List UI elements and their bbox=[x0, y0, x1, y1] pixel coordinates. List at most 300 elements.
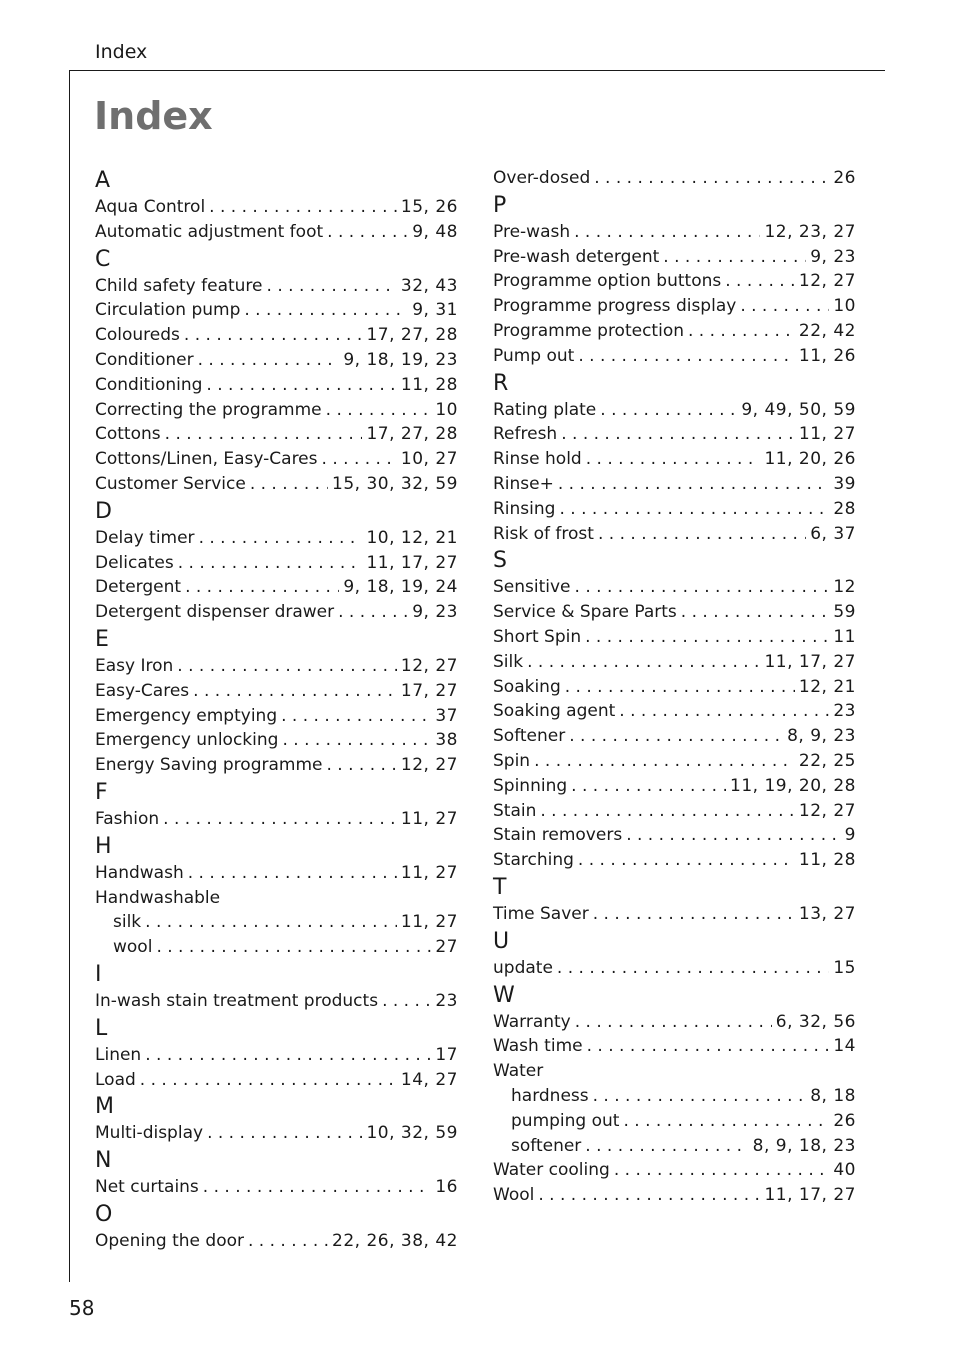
index-section bbox=[95, 1014, 458, 1093]
dot-leader bbox=[578, 344, 795, 369]
dot-leader bbox=[382, 989, 431, 1014]
dot-leader bbox=[534, 749, 795, 774]
index-entry bbox=[493, 344, 856, 369]
dot-leader bbox=[585, 625, 829, 650]
dot-leader bbox=[177, 654, 397, 679]
entry-term: Water bbox=[493, 1061, 544, 1082]
index-entry bbox=[493, 294, 856, 319]
dot-leader bbox=[569, 724, 783, 749]
entry-pages: 10, 32, 59 bbox=[366, 1123, 458, 1144]
index-entry bbox=[493, 422, 856, 447]
page-title: Index bbox=[94, 94, 213, 138]
index-section bbox=[95, 497, 458, 625]
entry-pages: 26 bbox=[833, 1110, 856, 1131]
entry-pages: 11, 27 bbox=[798, 424, 856, 445]
entry-term: Opening the door bbox=[95, 1230, 244, 1251]
index-section bbox=[95, 625, 458, 778]
entry-pages: 17, 27, 28 bbox=[366, 424, 458, 445]
entry-term: Sensitive bbox=[493, 577, 571, 598]
entry-pages: 11, 27 bbox=[400, 912, 458, 933]
entry-pages: 8, 18 bbox=[810, 1085, 856, 1106]
entry-pages: 40 bbox=[833, 1160, 856, 1181]
entry-term: Programme protection bbox=[493, 320, 684, 341]
index-entry bbox=[493, 848, 856, 873]
entry-term: pumping out bbox=[511, 1110, 620, 1131]
index-entry bbox=[493, 902, 856, 927]
dot-leader bbox=[250, 472, 328, 497]
entry-pages: 23 bbox=[435, 990, 458, 1011]
index-section bbox=[95, 1200, 458, 1254]
page-number: 58 bbox=[69, 1296, 95, 1320]
entry-pages: 12, 27 bbox=[400, 655, 458, 676]
index-entry bbox=[493, 398, 856, 423]
entry-term: Automatic adjustment foot bbox=[95, 221, 324, 242]
entry-pages: 23 bbox=[833, 701, 856, 722]
entry-term: silk bbox=[113, 912, 142, 933]
dot-leader bbox=[326, 753, 396, 778]
dot-leader bbox=[207, 1121, 362, 1146]
index-entry bbox=[95, 1043, 458, 1068]
entry-pages: 27 bbox=[435, 937, 458, 958]
entry-term: Multi-display bbox=[95, 1123, 204, 1144]
index-entry bbox=[493, 600, 856, 625]
index-subentry bbox=[493, 1084, 856, 1109]
entry-term: Spin bbox=[493, 750, 531, 771]
dot-leader bbox=[557, 956, 829, 981]
index-entry bbox=[95, 422, 458, 447]
index-entry bbox=[493, 956, 856, 981]
entry-term: Load bbox=[95, 1069, 136, 1090]
index-entry bbox=[95, 600, 458, 625]
entry-pages: 17, 27, 28 bbox=[366, 325, 458, 346]
index-entry bbox=[493, 220, 856, 245]
index-entry bbox=[493, 245, 856, 270]
index-section bbox=[493, 873, 856, 927]
entry-term: Pre-wash bbox=[493, 221, 571, 242]
entry-term: Programme progress display bbox=[493, 296, 737, 317]
entry-pages: 11, 20, 26 bbox=[764, 449, 856, 470]
entry-pages: 17 bbox=[435, 1044, 458, 1065]
running-head: Index bbox=[95, 41, 148, 63]
dot-leader bbox=[338, 600, 408, 625]
index-section bbox=[493, 191, 856, 369]
header-rule bbox=[69, 70, 885, 71]
section-letter: M bbox=[95, 1094, 114, 1120]
index-entry bbox=[95, 753, 458, 778]
entry-term: Rinse+ bbox=[493, 473, 554, 494]
entry-term: Coloureds bbox=[95, 325, 180, 346]
entry-term: Energy Saving programme bbox=[95, 755, 323, 776]
index-entry bbox=[95, 274, 458, 299]
index-entry bbox=[95, 989, 458, 1014]
entry-pages: 9, 49, 50, 59 bbox=[741, 399, 856, 420]
entry-term: Wash time bbox=[493, 1036, 583, 1057]
dot-leader bbox=[559, 497, 829, 522]
entry-pages: 11 bbox=[833, 626, 856, 647]
dot-leader bbox=[326, 398, 432, 423]
entry-pages: 8, 9, 18, 23 bbox=[752, 1135, 856, 1156]
entry-term: Delicates bbox=[95, 552, 174, 573]
dot-leader bbox=[282, 728, 431, 753]
dot-leader bbox=[587, 1034, 830, 1059]
dot-leader bbox=[561, 422, 795, 447]
section-letter: D bbox=[95, 498, 112, 524]
section-letter: T bbox=[493, 874, 507, 900]
dot-leader bbox=[594, 166, 829, 191]
dot-leader bbox=[156, 935, 431, 960]
dot-leader bbox=[145, 1043, 431, 1068]
entry-pages: 28 bbox=[833, 498, 856, 519]
index-section bbox=[95, 1146, 458, 1200]
section-letter: R bbox=[493, 370, 509, 396]
entry-term: Soaking bbox=[493, 676, 561, 697]
index-entry bbox=[95, 679, 458, 704]
index-entry bbox=[95, 886, 458, 911]
dot-leader bbox=[740, 294, 829, 319]
index-entry bbox=[493, 799, 856, 824]
index-column-right bbox=[493, 166, 856, 1208]
index-entry bbox=[95, 551, 458, 576]
entry-term: Handwash bbox=[95, 862, 184, 883]
index-entry bbox=[95, 807, 458, 832]
entry-term: Programme option buttons bbox=[493, 271, 722, 292]
entry-term: Linen bbox=[95, 1044, 142, 1065]
entry-pages: 13, 27 bbox=[798, 903, 856, 924]
entry-pages: 9, 18, 19, 24 bbox=[343, 577, 458, 598]
entry-pages: 16 bbox=[435, 1177, 458, 1198]
entry-pages: 26 bbox=[833, 168, 856, 188]
index-subentry bbox=[95, 910, 458, 935]
index-entry bbox=[493, 319, 856, 344]
entry-term: Aqua Control bbox=[95, 197, 206, 217]
dot-leader bbox=[623, 1109, 829, 1134]
index-entry bbox=[95, 373, 458, 398]
entry-term: hardness bbox=[511, 1085, 589, 1106]
dot-leader bbox=[558, 472, 829, 497]
section-letter: S bbox=[493, 548, 507, 574]
entry-term: softener bbox=[511, 1135, 582, 1156]
index-entry bbox=[95, 654, 458, 679]
entry-pages: 15, 30, 32, 59 bbox=[332, 473, 458, 494]
entry-pages: 11, 28 bbox=[798, 850, 856, 871]
index-entry bbox=[493, 724, 856, 749]
dot-leader bbox=[565, 675, 795, 700]
dot-leader bbox=[145, 910, 397, 935]
index-entry bbox=[493, 1158, 856, 1183]
index-section bbox=[493, 546, 856, 873]
dot-leader bbox=[244, 298, 408, 323]
entry-term: update bbox=[493, 957, 553, 978]
index-entry bbox=[95, 298, 458, 323]
section-letter: A bbox=[95, 168, 111, 193]
dot-leader bbox=[193, 679, 397, 704]
entry-term: Wool bbox=[493, 1185, 535, 1206]
dot-leader bbox=[619, 699, 829, 724]
dot-leader bbox=[593, 902, 795, 927]
index-section bbox=[95, 960, 458, 1014]
index-entry bbox=[493, 650, 856, 675]
dot-leader bbox=[248, 1229, 328, 1254]
entry-term: Service & Spare Parts bbox=[493, 602, 677, 623]
index-section bbox=[95, 245, 458, 497]
entry-term: Softener bbox=[493, 726, 566, 747]
entry-pages: 14 bbox=[833, 1036, 856, 1057]
entry-pages: 12, 21 bbox=[798, 676, 856, 697]
entry-term: Handwashable bbox=[95, 887, 221, 908]
index-entry bbox=[493, 625, 856, 650]
index-entry bbox=[493, 447, 856, 472]
dot-leader bbox=[178, 551, 363, 576]
entry-pages: 10 bbox=[833, 296, 856, 317]
dot-leader bbox=[199, 526, 363, 551]
entry-pages: 11, 17, 27 bbox=[764, 651, 856, 672]
entry-term: Starching bbox=[493, 850, 574, 871]
entry-term: Time Saver bbox=[493, 903, 589, 924]
entry-pages: 17, 27 bbox=[400, 680, 458, 701]
entry-term: In-wash stain treatment products bbox=[95, 990, 379, 1011]
entry-term: Fashion bbox=[95, 808, 160, 829]
entry-pages: 9, 48 bbox=[412, 221, 458, 242]
dot-leader bbox=[203, 1175, 432, 1200]
entry-term: Silk bbox=[493, 651, 524, 672]
index-entry bbox=[95, 575, 458, 600]
entry-term: Emergency emptying bbox=[95, 705, 278, 726]
entry-pages: 6, 37 bbox=[810, 523, 856, 544]
index-entry bbox=[493, 1034, 856, 1059]
index-subentry bbox=[493, 1109, 856, 1134]
dot-leader bbox=[600, 398, 737, 423]
index-entry bbox=[493, 1183, 856, 1208]
dot-leader bbox=[206, 373, 397, 398]
index-entry bbox=[95, 861, 458, 886]
index-entry bbox=[95, 195, 458, 220]
index-section bbox=[95, 778, 458, 832]
entry-term: Conditioning bbox=[95, 374, 203, 395]
index-section bbox=[493, 166, 856, 191]
dot-leader bbox=[575, 1010, 772, 1035]
entry-pages: 59 bbox=[833, 602, 856, 623]
entry-term: Net curtains bbox=[95, 1177, 199, 1198]
section-letter: U bbox=[493, 928, 510, 954]
dot-leader bbox=[188, 861, 397, 886]
section-letter: F bbox=[95, 779, 108, 805]
index-entry bbox=[95, 220, 458, 245]
entry-pages: 12, 27 bbox=[798, 800, 856, 821]
entry-pages: 9, 31 bbox=[412, 300, 458, 321]
dot-leader bbox=[527, 650, 760, 675]
dot-leader bbox=[538, 1183, 760, 1208]
index-entry bbox=[95, 1229, 458, 1254]
entry-pages: 11, 26 bbox=[798, 345, 856, 366]
entry-pages: 22, 25 bbox=[798, 750, 856, 771]
entry-term: wool bbox=[113, 937, 153, 958]
entry-pages: 11, 27 bbox=[400, 808, 458, 829]
entry-pages: 11, 27 bbox=[400, 862, 458, 883]
index-subentry bbox=[95, 935, 458, 960]
entry-term: Circulation pump bbox=[95, 300, 241, 321]
index-entry bbox=[493, 497, 856, 522]
entry-term: Cottons bbox=[95, 424, 161, 445]
section-letter: E bbox=[95, 626, 109, 652]
section-letter: W bbox=[493, 982, 515, 1008]
dot-leader bbox=[663, 245, 806, 270]
index-entry bbox=[493, 749, 856, 774]
dot-leader bbox=[198, 348, 340, 373]
dot-leader bbox=[614, 1158, 830, 1183]
index-entry bbox=[493, 1059, 856, 1084]
entry-term: Child safety feature bbox=[95, 275, 263, 296]
entry-pages: 12, 23, 27 bbox=[764, 221, 856, 242]
entry-pages: 10, 27 bbox=[400, 449, 458, 470]
index-entry bbox=[493, 472, 856, 497]
entry-pages: 12, 27 bbox=[400, 755, 458, 776]
dot-leader bbox=[586, 447, 761, 472]
entry-pages: 32, 43 bbox=[400, 275, 458, 296]
index-entry bbox=[95, 526, 458, 551]
index-entry bbox=[95, 1068, 458, 1093]
entry-pages: 12, 27 bbox=[798, 271, 856, 292]
index-entry bbox=[493, 166, 856, 191]
index-entry bbox=[95, 1121, 458, 1146]
dot-leader bbox=[593, 1084, 807, 1109]
dot-leader bbox=[578, 848, 795, 873]
dot-leader bbox=[185, 575, 339, 600]
entry-pages: 11, 17, 27 bbox=[366, 552, 458, 573]
entry-term: Over-dosed bbox=[493, 168, 591, 188]
index-entry bbox=[493, 774, 856, 799]
entry-term: Detergent bbox=[95, 577, 182, 598]
index-section bbox=[493, 369, 856, 547]
dot-leader bbox=[184, 323, 363, 348]
entry-pages: 9, 18, 19, 23 bbox=[343, 349, 458, 370]
dot-leader bbox=[281, 704, 431, 729]
entry-term: Risk of frost bbox=[493, 523, 594, 544]
entry-pages: 9 bbox=[844, 825, 856, 846]
entry-pages: 22, 42 bbox=[798, 320, 856, 341]
entry-pages: 8, 9, 23 bbox=[787, 726, 856, 747]
dot-leader bbox=[575, 575, 830, 600]
entry-pages: 39 bbox=[833, 473, 856, 494]
entry-term: Correcting the programme bbox=[95, 399, 322, 420]
index-entry bbox=[95, 472, 458, 497]
entry-pages: 12 bbox=[833, 577, 856, 598]
index-entry bbox=[95, 348, 458, 373]
entry-term: Short Spin bbox=[493, 626, 582, 647]
dot-leader bbox=[540, 799, 795, 824]
index-entry bbox=[493, 823, 856, 848]
index-entry bbox=[493, 269, 856, 294]
index-section bbox=[95, 1092, 458, 1146]
dot-leader bbox=[688, 319, 795, 344]
dot-leader bbox=[585, 1134, 748, 1159]
dot-leader bbox=[571, 774, 726, 799]
entry-term: Detergent dispenser drawer bbox=[95, 602, 335, 623]
dot-leader bbox=[681, 600, 830, 625]
index-section bbox=[493, 981, 856, 1208]
dot-leader bbox=[140, 1068, 397, 1093]
entry-pages: 9, 23 bbox=[412, 602, 458, 623]
dot-leader bbox=[626, 823, 840, 848]
index-entry bbox=[493, 675, 856, 700]
entry-pages: 11, 19, 20, 28 bbox=[730, 775, 856, 796]
entry-pages: 10, 12, 21 bbox=[366, 527, 458, 548]
entry-term: Rinsing bbox=[493, 498, 556, 519]
entry-term: Stain removers bbox=[493, 825, 623, 846]
index-entry bbox=[95, 323, 458, 348]
entry-term: Easy Iron bbox=[95, 655, 174, 676]
section-letter: N bbox=[95, 1148, 112, 1174]
dot-leader bbox=[165, 422, 363, 447]
entry-pages: 11, 28 bbox=[400, 374, 458, 395]
dot-leader bbox=[163, 807, 397, 832]
index-entry bbox=[95, 398, 458, 423]
section-letter: P bbox=[493, 192, 507, 218]
entry-term: Soaking agent bbox=[493, 701, 616, 722]
entry-pages: 37 bbox=[435, 705, 458, 726]
index-column-left bbox=[95, 166, 458, 1254]
dot-leader bbox=[574, 220, 760, 245]
entry-pages: 9, 23 bbox=[810, 246, 856, 267]
entry-pages: 15, 26 bbox=[400, 197, 458, 217]
entry-term: Cottons/Linen, Easy-Cares bbox=[95, 449, 318, 470]
index-entry bbox=[95, 447, 458, 472]
entry-pages: 10 bbox=[435, 399, 458, 420]
entry-term: Pre-wash detergent bbox=[493, 246, 660, 267]
index-entry bbox=[95, 1175, 458, 1200]
entry-pages: 6, 32, 56 bbox=[775, 1011, 856, 1032]
dot-leader bbox=[327, 220, 408, 245]
entry-term: Emergency unlocking bbox=[95, 730, 279, 751]
index-entry bbox=[493, 575, 856, 600]
entry-pages: 14, 27 bbox=[400, 1069, 458, 1090]
entry-pages: 38 bbox=[435, 730, 458, 751]
entry-term: Stain bbox=[493, 800, 537, 821]
entry-pages: 15 bbox=[833, 957, 856, 978]
index-section bbox=[95, 832, 458, 960]
dot-leader bbox=[267, 274, 397, 299]
section-letter: I bbox=[95, 961, 102, 987]
entry-term: Conditioner bbox=[95, 349, 194, 370]
dot-leader bbox=[322, 447, 397, 472]
entry-pages: 11, 17, 27 bbox=[764, 1185, 856, 1206]
entry-term: Rating plate bbox=[493, 399, 597, 420]
section-letter: H bbox=[95, 833, 112, 859]
dot-leader bbox=[598, 522, 806, 547]
entry-term: Rinse hold bbox=[493, 449, 582, 470]
dot-leader bbox=[725, 269, 795, 294]
section-letter: O bbox=[95, 1201, 113, 1227]
index-entry bbox=[493, 522, 856, 547]
entry-term: Easy-Cares bbox=[95, 680, 190, 701]
entry-pages: 22, 26, 38, 42 bbox=[332, 1230, 458, 1251]
section-letter: L bbox=[95, 1015, 108, 1041]
margin-rule bbox=[69, 70, 70, 1282]
index-entry bbox=[95, 728, 458, 753]
section-letter: C bbox=[95, 246, 111, 272]
entry-term: Water cooling bbox=[493, 1160, 610, 1181]
index-entry bbox=[493, 1010, 856, 1035]
index-entry bbox=[493, 699, 856, 724]
index-entry bbox=[95, 704, 458, 729]
index-subentry bbox=[493, 1134, 856, 1159]
entry-term: Refresh bbox=[493, 424, 558, 445]
entry-term: Pump out bbox=[493, 345, 575, 366]
entry-term: Spinning bbox=[493, 775, 568, 796]
entry-term: Delay timer bbox=[95, 527, 195, 548]
index-section bbox=[95, 166, 458, 245]
entry-term: Warranty bbox=[493, 1011, 571, 1032]
index-section bbox=[493, 927, 856, 981]
